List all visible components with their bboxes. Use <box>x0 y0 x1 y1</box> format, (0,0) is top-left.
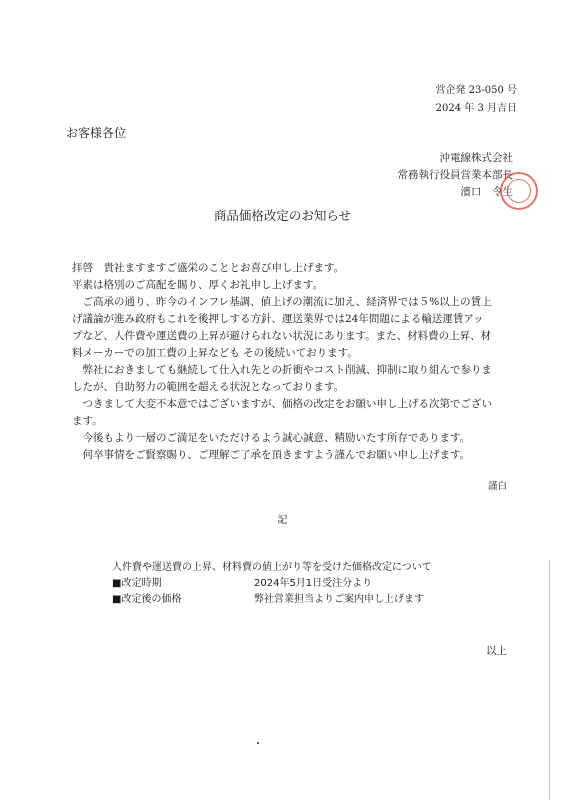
document-date: 2024 年 3 月吉日 <box>435 103 517 114</box>
body-line: 平素は格別のご高配を賜り、厚くお礼申し上げます。 <box>72 279 324 291</box>
scan-speck <box>257 742 259 744</box>
body-line: 拝啓 貴社ますますご盛栄のこととお喜び申し上げます。 <box>72 262 345 274</box>
details-block <box>112 560 492 608</box>
letter-body <box>72 260 504 464</box>
detail-value: 弊社営業担当よりご案内申し上げます <box>254 594 424 605</box>
body-line: つきまして大変不本意ではございますが、価格の改定をお願い申し上げる次第でござい <box>72 398 492 410</box>
body-line: 料メーカーでの加工費の上昇なども その後続いております。 <box>72 347 358 359</box>
body-line: したが、自助努力の範囲を超える状況となっております。 <box>72 381 345 393</box>
detail-value: 2024年5月1日受注分より <box>254 578 373 589</box>
detail-label: ■改定後の価格 <box>112 594 182 605</box>
detail-row-timing <box>112 576 492 592</box>
sender-name: 濱口 令生 <box>460 186 513 198</box>
details-heading: 人件費や運送費の上昇、材料費の値上がり等を受けた価格改定について <box>112 562 432 573</box>
sender-position: 常務執行役員営業本部長 <box>397 169 513 181</box>
recipient: お客様各位 <box>66 126 127 140</box>
company-seal-stamp <box>500 172 538 210</box>
detail-label: ■改定時期 <box>112 578 162 589</box>
body-line: 何卒事情をご賢察賜り、ご理解ご了承を頂きますよう謹んでお願い申し上げます。 <box>72 449 471 461</box>
scan-edge-line <box>549 560 550 800</box>
detail-row-price <box>112 592 492 608</box>
body-line: ます。 <box>72 415 103 427</box>
sender-block <box>398 150 514 201</box>
body-line: ご高承の通り、昨今のインフレ基調、値上げの潮流に加え、経済界では５%以上の賃上 <box>72 296 492 308</box>
end-mark: 以上 <box>486 645 507 657</box>
sender-company: 沖電線株式会社 <box>439 152 513 164</box>
body-line: プなど、人件費や運送費の上昇が避けられない状況にあります。また、材料費の上昇、材 <box>72 330 492 342</box>
closing-word: 謹白 <box>487 481 507 492</box>
letter-title: 商品価格改定のお知らせ <box>213 208 352 223</box>
document-number: 営企発 23-050 号 <box>435 85 517 96</box>
body-line: 今後もより一層のご満足をいただけるよう誠心誠意、精励いたす所存であります。 <box>72 432 471 444</box>
document-reference <box>435 82 517 118</box>
body-line: げ議論が進み政府もこれを後押しする方針、運送業界では24年問題による輸送運賃アッ <box>72 313 484 325</box>
ki-mark: 記 <box>277 515 288 526</box>
body-line: 弊社におきましても継続して仕入れ先との折衝やコスト削減、抑制に取り組んで参りま <box>72 364 492 376</box>
